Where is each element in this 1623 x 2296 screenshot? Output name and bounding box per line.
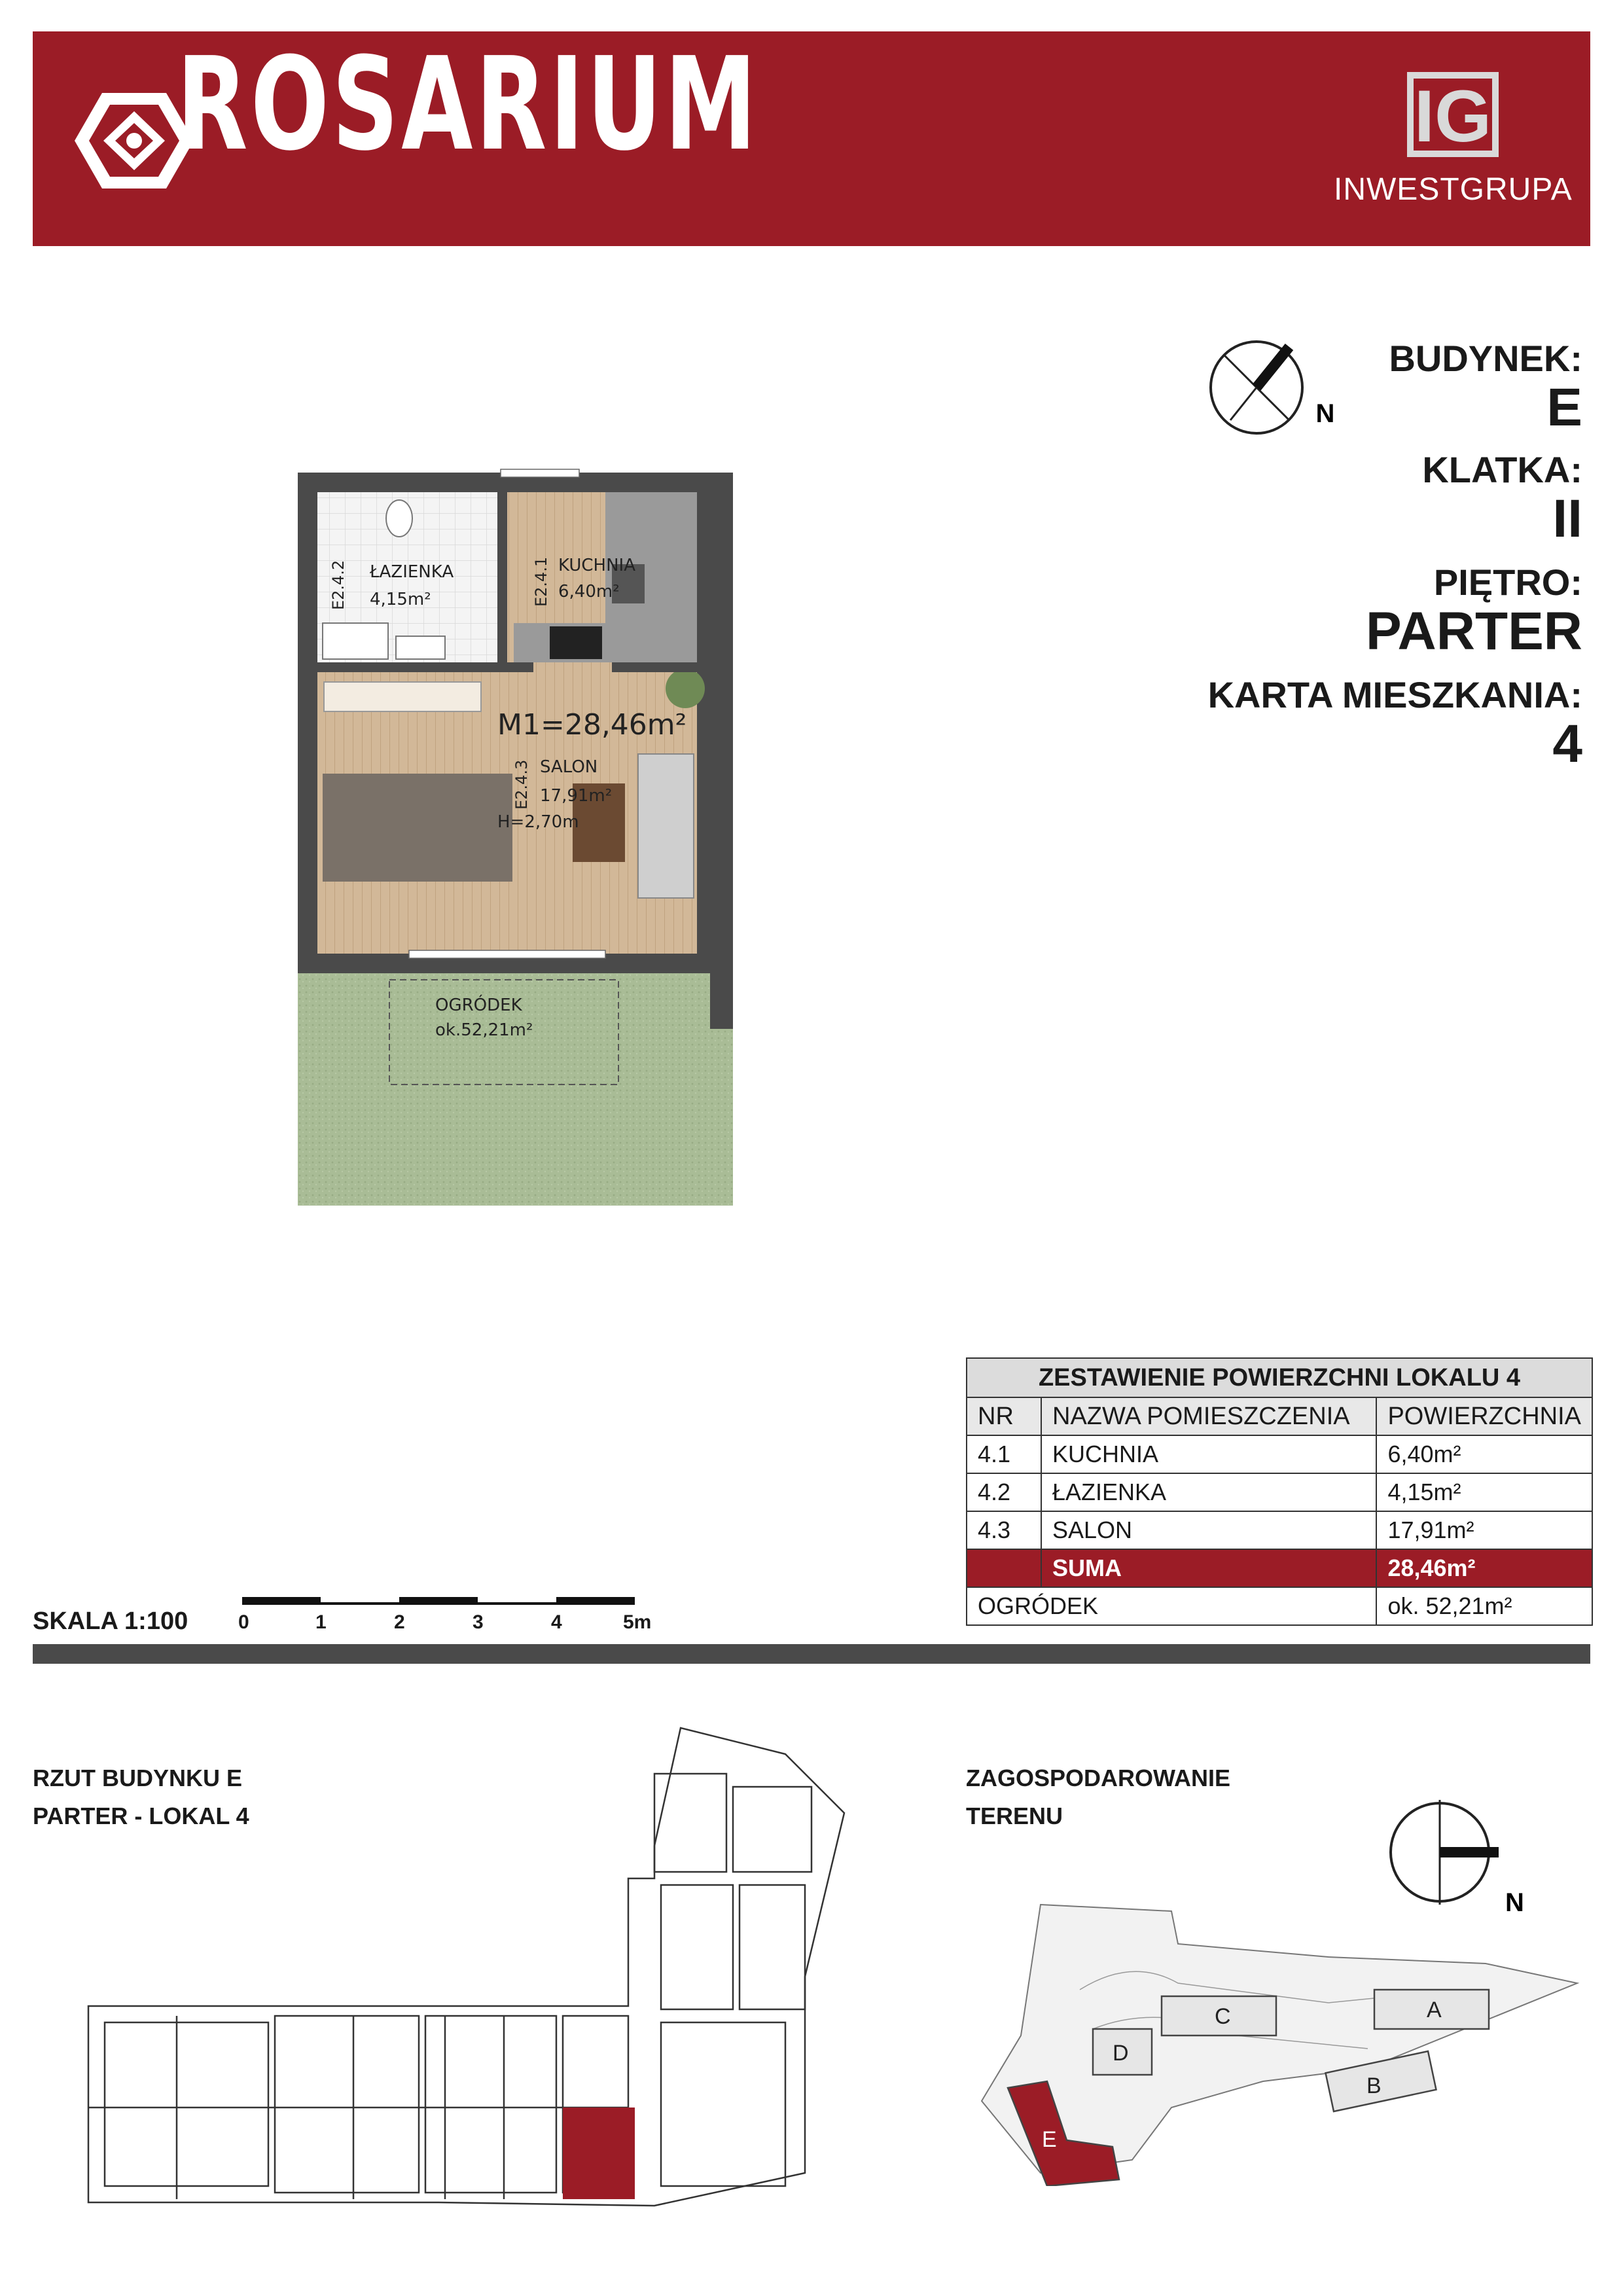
header-room-name: NAZWA POMIESZCZENIA (1041, 1397, 1376, 1435)
garden-label: OGRÓDEK (967, 1587, 1376, 1625)
scale-bar (242, 1596, 635, 1611)
row-area: 6,40m² (1376, 1435, 1592, 1473)
scale-label: SKALA 1:100 (33, 1607, 188, 1635)
table-row (967, 1473, 1592, 1511)
row-room: SALON (1041, 1511, 1376, 1549)
scale-tick: 2 (394, 1611, 405, 1633)
building-plan-title-line2: PARTER - LOKAL 4 (33, 1802, 249, 1829)
apartment-floor-plan (298, 466, 733, 1206)
site-north-label: N (1505, 1888, 1524, 1917)
area-summary-table (966, 1357, 1593, 1626)
garden-area: ok.52,21m² (435, 1020, 533, 1040)
site-plan-title-line1: ZAGOSPODAROWANIE (966, 1765, 1231, 1791)
total-area: M1=28,46m² (497, 708, 687, 742)
section-divider (33, 1644, 1590, 1664)
bathroom-name: ŁAZIENKA (370, 562, 454, 582)
building-plan-title-line1: RZUT BUDYNKU E (33, 1765, 242, 1791)
living-code: E2.4.3 (512, 759, 531, 810)
staircase-value: II (1552, 489, 1582, 548)
scale-tick: 1 (315, 1611, 327, 1633)
ig-initials: IG (1414, 75, 1492, 157)
row-room: KUCHNIA (1041, 1435, 1376, 1473)
inwestgrupa-logo-icon (1407, 72, 1499, 157)
scale-tick: 5m (623, 1611, 652, 1633)
table-garden-row (967, 1587, 1592, 1625)
kitchen-name: KUCHNIA (558, 556, 635, 575)
building-label: BUDYNEK: (1389, 338, 1582, 379)
bathroom-code: E2.4.2 (329, 560, 348, 610)
garden-value: ok. 52,21m² (1376, 1587, 1592, 1625)
row-area: 17,91m² (1376, 1511, 1592, 1549)
row-area: 4,15m² (1376, 1473, 1592, 1511)
bathroom-area: 4,15m² (370, 590, 431, 609)
floor-value: PARTER (1365, 601, 1582, 661)
row-nr: 4.2 (967, 1473, 1041, 1511)
highlighted-unit (563, 2108, 635, 2199)
floor-label: PIĘTRO: (1433, 562, 1582, 603)
garden-name: OGRÓDEK (435, 996, 522, 1015)
brand-name: ROSARIUM (177, 30, 760, 179)
living-area: 17,91m² (540, 786, 613, 806)
sum-label: SUMA (1041, 1549, 1376, 1587)
row-nr: 4.3 (967, 1511, 1041, 1549)
site-plan-title-line2: TERENU (966, 1802, 1063, 1829)
table-sum-row (967, 1549, 1592, 1587)
table-row (967, 1435, 1592, 1473)
site-building-d: D (1113, 2041, 1129, 2066)
living-name: SALON (540, 757, 598, 777)
site-building-b: B (1366, 2073, 1382, 2098)
row-nr: 4.1 (967, 1435, 1041, 1473)
header-area: POWIERZCHNIA (1376, 1397, 1592, 1435)
site-building-e: E (1042, 2127, 1057, 2152)
building-ground-floor-plan (79, 1715, 864, 2212)
table-header-row (967, 1397, 1592, 1435)
card-value: 4 (1552, 714, 1582, 774)
site-plan-title (966, 1759, 1230, 1835)
scale-tick: 0 (238, 1611, 249, 1633)
kitchen-area: 6,40m² (558, 582, 620, 601)
card-label: KARTA MIESZKANIA: (1207, 674, 1582, 715)
kitchen-code: E2.4.1 (532, 556, 550, 607)
row-room: ŁAZIENKA (1041, 1473, 1376, 1511)
site-building-c: C (1215, 2004, 1231, 2029)
north-arrow-icon (1204, 334, 1335, 445)
header-nr: NR (967, 1397, 1041, 1435)
table-row (967, 1511, 1592, 1549)
scale-tick: 4 (551, 1611, 562, 1633)
table-title: ZESTAWIENIE POWIERZCHNI LOKALU 4 (967, 1358, 1592, 1397)
north-label: N (1315, 399, 1335, 428)
developer-name: INWESTGRUPA (1334, 172, 1573, 207)
building-value: E (1546, 378, 1582, 437)
sum-value: 28,46m² (1376, 1549, 1592, 1587)
staircase-label: KLATKA: (1422, 449, 1582, 490)
site-building-a: A (1427, 1998, 1442, 2022)
room-height: H=2,70m (497, 812, 579, 832)
site-plan-map (962, 1885, 1590, 2186)
scale-tick: 3 (473, 1611, 484, 1633)
